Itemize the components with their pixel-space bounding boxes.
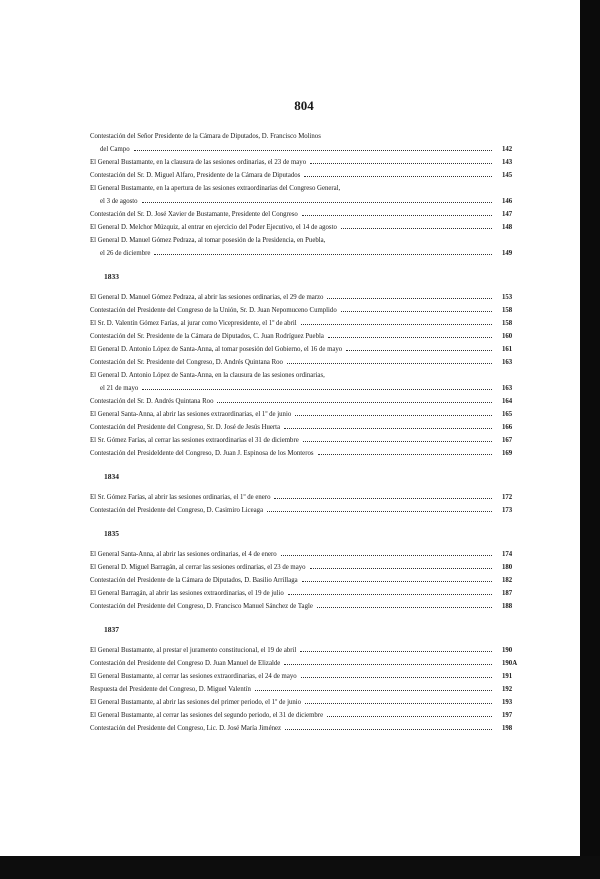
dot-leader xyxy=(134,150,492,151)
entry-page-number: 145 xyxy=(502,172,513,179)
toc-entry xyxy=(90,722,530,735)
entry-page-number: 161 xyxy=(502,346,513,353)
entry-text: El Sr. Gómez Farías, al cerrar las sesiones extraordinarias el 31 de diciembre xyxy=(90,437,299,444)
table-of-contents xyxy=(90,130,530,735)
entry-text: Contestación del Sr. Presidente del Congreso, D. Andrés Quintana Roo xyxy=(90,359,283,366)
entry-text: Contestación del Presidente del Congreso, Sr. D. José de Jesús Huerta xyxy=(90,424,281,431)
entry-page-number: 148 xyxy=(502,224,513,231)
entry-page-number: 163 xyxy=(502,359,513,366)
toc-entry xyxy=(90,304,530,317)
entry-text: el 26 de diciembre xyxy=(100,250,151,257)
entry-page-number: 158 xyxy=(502,307,513,314)
dot-leader xyxy=(301,324,492,325)
dot-leader xyxy=(341,311,492,312)
entry-page-number: 167 xyxy=(502,437,513,444)
entry-text: El General Bustamante, al prestar el juramento constitucional, el 19 de abril xyxy=(90,647,297,654)
dot-leader xyxy=(274,498,492,499)
entry-text: El General Barragán, al abrir las sesiones extraordinarias, el 19 de julio xyxy=(90,590,284,597)
dot-leader xyxy=(310,568,492,569)
dot-leader xyxy=(288,594,492,595)
entry-text: Contestación del Presidente del Congreso de la Unión, Sr. D. Juan Nepomuceno Cumplido xyxy=(90,307,337,314)
entry-text: El Sr. D. Valentín Gómez Farías, al jurar como Vicepresidente, el 1º de abril xyxy=(90,320,297,327)
dot-leader xyxy=(304,176,492,177)
dot-leader xyxy=(303,441,492,442)
entry-text: El General D. Melchor Múzquiz, al entrar en ejercicio del Poder Ejecutivo, el 14 de agosto xyxy=(90,224,337,231)
entry-page-number: 180 xyxy=(502,564,513,571)
entry-text: el 3 de agosto xyxy=(100,198,138,205)
toc-entry xyxy=(90,395,530,408)
toc-entry xyxy=(90,491,530,504)
toc-entry xyxy=(90,574,530,587)
toc-entry xyxy=(90,130,530,156)
entry-text: Contestación del Señor Presidente de la Cámara de Diputados, D. Francisco Molinos xyxy=(90,133,321,140)
dot-leader xyxy=(281,555,492,556)
toc-entry xyxy=(90,421,530,434)
toc-entry xyxy=(90,657,530,670)
dot-leader xyxy=(287,363,492,364)
entry-text: El General Bustamante, al cerrar las sesiones extraordinarias, el 24 de mayo xyxy=(90,673,297,680)
toc-entry xyxy=(90,644,530,657)
year-heading: 1833 xyxy=(104,272,119,281)
dot-leader xyxy=(142,389,492,390)
entry-page-number: 158 xyxy=(502,320,513,327)
entry-text: Contestación del Sr. D. José Xavier de Bustamante, Presidente del Congreso xyxy=(90,211,298,218)
entry-page-number: 147 xyxy=(502,211,513,218)
toc-entry xyxy=(90,156,530,169)
entry-page-number: 174 xyxy=(502,551,513,558)
dot-leader xyxy=(341,228,492,229)
entry-text: El General D. Manuel Gómez Pedraza, al abrir las sesiones ordinarias, el 29 de marzo xyxy=(90,294,324,301)
entry-text: El General D. Miguel Barragán, al cerrar las sesiones ordinarias, el 23 de mayo xyxy=(90,564,306,571)
entry-text: Contestación del Presidente del Congreso, Lic. D. José María Jiménez xyxy=(90,725,282,732)
toc-entry xyxy=(90,670,530,683)
toc-entry xyxy=(90,587,530,600)
dot-leader xyxy=(318,454,492,455)
entry-page-number: 188 xyxy=(502,603,513,610)
entry-text: Contestación del Sr. D. Andrés Quintana Roo xyxy=(90,398,214,405)
entry-text: El General D. Manuel Gómez Pedraza, al tomar posesión de la Presidencia, en Puebla, xyxy=(90,237,326,244)
dot-leader xyxy=(310,163,492,164)
toc-entry xyxy=(90,561,530,574)
entry-text: Contestación del Presidente del Congreso D. Juan Manuel de Elizalde xyxy=(90,660,281,667)
entry-page-number: 173 xyxy=(502,507,513,514)
entry-page-number: 198 xyxy=(502,725,513,732)
toc-entry xyxy=(90,343,530,356)
toc-entry xyxy=(90,169,530,182)
entry-text: Contestación del Sr. Presidente de la Cámara de Diputados, C. Juan Rodríguez Puebla xyxy=(90,333,324,340)
dot-leader xyxy=(327,298,492,299)
dot-leader xyxy=(301,677,492,678)
toc-entry xyxy=(90,356,530,369)
toc-entry xyxy=(90,369,530,395)
dot-leader xyxy=(346,350,492,351)
dot-leader xyxy=(142,202,492,203)
entry-text: Contestación del Presideldente del Congreso, D. Juan J. Espinosa de los Monteros xyxy=(90,450,314,457)
dot-leader xyxy=(295,415,492,416)
toc-entry xyxy=(90,447,530,460)
entry-page-number: 172 xyxy=(502,494,513,501)
dot-leader xyxy=(327,716,492,717)
entry-page-number: 169 xyxy=(502,450,513,457)
dot-leader xyxy=(302,215,492,216)
entry-page-number: 197 xyxy=(502,712,513,719)
toc-entry xyxy=(90,548,530,561)
dot-leader xyxy=(300,651,492,652)
dot-leader xyxy=(302,581,492,582)
dot-leader xyxy=(284,664,492,665)
entry-text: Contestación del Sr. D. Miguel Alfaro, Presidente de la Cámara de Diputados xyxy=(90,172,301,179)
dot-leader xyxy=(267,511,492,512)
entry-text: Contestación del Presidente del Congreso, D. Francisco Manuel Sánchez de Tagle xyxy=(90,603,313,610)
scan-edge-right xyxy=(580,0,600,879)
year-heading: 1837 xyxy=(104,625,119,634)
toc-entry xyxy=(90,221,530,234)
entry-page-number: 190A xyxy=(502,660,518,667)
entry-text: El General Bustamante, al abrir las sesiones del primer periodo, el 1º de junio xyxy=(90,699,302,706)
entry-page-number: 191 xyxy=(502,673,513,680)
toc-entry xyxy=(90,696,530,709)
entry-text: El General Santa-Anna, al abrir las sesiones ordinarias, el 4 de enero xyxy=(90,551,277,558)
toc-entry xyxy=(90,234,530,260)
entry-page-number: 193 xyxy=(502,699,513,706)
dot-leader xyxy=(154,254,492,255)
entry-page-number: 187 xyxy=(502,590,513,597)
toc-entry xyxy=(90,434,530,447)
entry-page-number: 146 xyxy=(502,198,513,205)
entry-page-number: 143 xyxy=(502,159,513,166)
toc-entry xyxy=(90,330,530,343)
scan-edge-bottom xyxy=(0,856,600,879)
dot-leader xyxy=(285,729,492,730)
entry-text: El General D. Antonio López de Santa-Anna, en la clausura de las sesiones ordinarias, xyxy=(90,372,325,379)
entry-page-number: 160 xyxy=(502,333,513,340)
entry-page-number: 163 xyxy=(502,385,513,392)
toc-entry xyxy=(90,683,530,696)
toc-entry xyxy=(90,504,530,517)
toc-entry xyxy=(90,291,530,304)
entry-text: Contestación del Presidente de la Cámara de Diputados, D. Basilio Arrillaga xyxy=(90,577,298,584)
entry-page-number: 192 xyxy=(502,686,513,693)
document-page xyxy=(34,0,574,850)
entry-page-number: 142 xyxy=(502,146,513,153)
entry-text: Respuesta del Presidente del Congreso, D. Miguel Valentín xyxy=(90,686,251,693)
entry-text: del Campo xyxy=(100,146,130,153)
entry-text: El General Bustamante, en la clausura de las sesiones ordinarias, el 23 de mayo xyxy=(90,159,307,166)
entry-text: el 21 de mayo xyxy=(100,385,139,392)
entry-text: El General D. Antonio López de Santa-Anna, al tomar posesión del Gobierno, el 16 de mayo xyxy=(90,346,343,353)
toc-entry xyxy=(90,317,530,330)
entry-text: El General Bustamante, al cerrar las sesiones del segundo periodo, el 31 de diciembre xyxy=(90,712,324,719)
toc-entry xyxy=(90,182,530,208)
entry-page-number: 190 xyxy=(502,647,513,654)
dot-leader xyxy=(217,402,492,403)
entry-text: El General Bustamante, en la apertura de las sesiones extraordinarias del Congreso General, xyxy=(90,185,341,192)
entry-text: Contestación del Presidente del Congreso, D. Casimiro Liceaga xyxy=(90,507,264,514)
toc-entry xyxy=(90,600,530,613)
toc-entry xyxy=(90,408,530,421)
entry-page-number: 164 xyxy=(502,398,513,405)
entry-page-number: 182 xyxy=(502,577,513,584)
entry-text: El General Santa-Anna, al abrir las sesiones extraordinarias, el 1º de junio xyxy=(90,411,292,418)
dot-leader xyxy=(317,607,492,608)
dot-leader xyxy=(305,703,492,704)
toc-entry xyxy=(90,709,530,722)
dot-leader xyxy=(284,428,492,429)
year-heading: 1834 xyxy=(104,472,119,481)
entry-text: El Sr. Gómez Farías, al abrir las sesiones ordinarias, el 1º de enero xyxy=(90,494,271,501)
dot-leader xyxy=(328,337,492,338)
entry-page-number: 166 xyxy=(502,424,513,431)
entry-page-number: 149 xyxy=(502,250,513,257)
toc-entry xyxy=(90,208,530,221)
page-number: 804 xyxy=(294,98,314,113)
entry-page-number: 165 xyxy=(502,411,513,418)
entry-page-number: 153 xyxy=(502,294,513,301)
dot-leader xyxy=(255,690,492,691)
year-heading: 1835 xyxy=(104,529,119,538)
